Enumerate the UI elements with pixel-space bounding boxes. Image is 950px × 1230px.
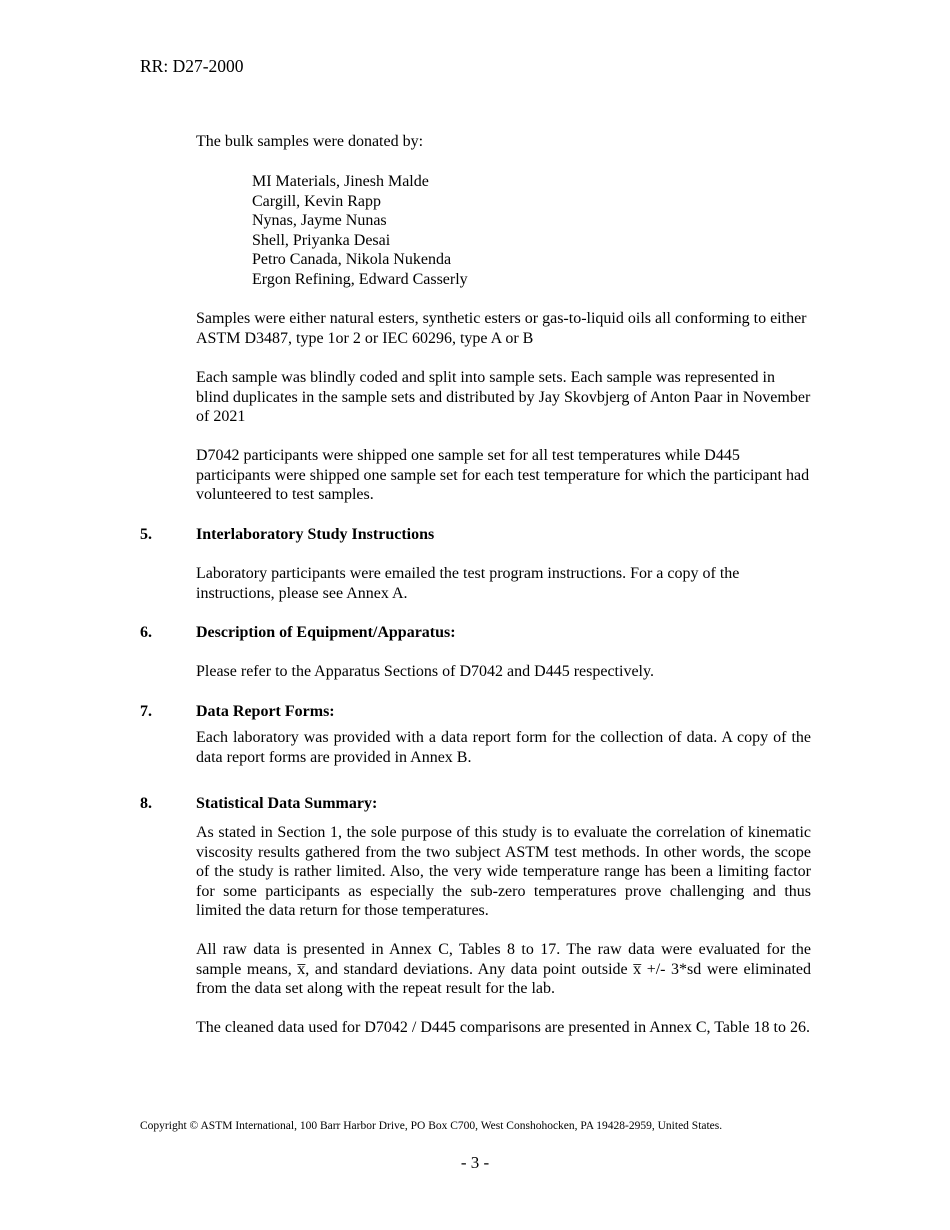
copyright-footer: Copyright © ASTM International, 100 Barr Harbor Drive, PO Box C700, West Conshohocken, PA 19428-2959, United States. (140, 1120, 723, 1132)
section-8-paragraph-2: All raw data is presented in Annex C, Tables 8 to 17. The raw data were evaluated for the sample means, x̅, and standard deviations. Any data point outside x̅ +/- 3*sd were eliminated from the data set along with the repeat result for the lab. (196, 941, 811, 997)
section-5-paragraph: Laboratory participants were emailed the test program instructions. For a copy of the instructions, please see Annex A. (196, 565, 740, 602)
list-item: Ergon Refining, Edward Casserly (252, 270, 468, 288)
section-title: Statistical Data Summary: (196, 795, 378, 812)
list-item: MI Materials, Jinesh Malde (252, 173, 429, 190)
list-item: Petro Canada, Nikola Nukenda (252, 251, 452, 269)
list-item: Cargill, Kevin Rapp (252, 192, 382, 210)
section-title: Interlaboratory Study Instructions (196, 526, 435, 543)
section-number: 5. (140, 526, 152, 543)
page-number: - 3 - (460, 1153, 490, 1172)
donated-by-text: The bulk samples were donated by: (196, 133, 424, 150)
section-number: 6. (140, 624, 152, 641)
donor-list (252, 172, 468, 290)
list-item: Shell, Priyanka Desai (252, 231, 391, 249)
list-item: Nynas, Jayme Nunas (252, 212, 387, 230)
section-number: 7. (140, 703, 152, 720)
section-6-paragraph: Please refer to the Apparatus Sections of D7042 and D445 respectively. (196, 663, 654, 680)
sample-types-paragraph: Samples were either natural esters, synthetic esters or gas-to-liquid oils all conforming to either ASTM D3487, type 1or 2 or IEC 60296, type A or B (196, 310, 807, 347)
section-number: 8. (140, 795, 152, 812)
section-title: Data Report Forms: (196, 703, 335, 720)
section-title: Description of Equipment/Apparatus: (196, 624, 456, 641)
document-id: RR: D27-2000 (140, 56, 244, 76)
shipping-paragraph: D7042 participants were shipped one sample set for all test temperatures while D445 participants were shipped one sample set for each test temperature for which the participant had volunteered to test samples. (196, 447, 810, 503)
section-7-paragraph: Each laboratory was provided with a data report form for the collection of data. A copy of the data report forms are provided in Annex B. (196, 729, 811, 766)
sample-coding-paragraph: Each sample was blindly coded and split into sample sets. Each sample was represented in blind duplicates in the sample sets and distributed by Jay Skovbjerg of Anton Paar in November of 2021 (196, 369, 811, 425)
section-8-paragraph-1: As stated in Section 1, the sole purpose of this study is to evaluate the correlation of kinematic viscosity results gathered from the two subject ASTM test methods. In other words, the scope of the study is rather limited. Also, the very wide temperature range has been a limiting factor for some participants as especially the sub-zero temperatures prove challenging and thus limited the data return for those temperatures. (196, 824, 811, 919)
section-8-paragraph-3: The cleaned data used for D7042 / D445 comparisons are presented in Annex C, Table 18 to 26. (196, 1019, 810, 1036)
